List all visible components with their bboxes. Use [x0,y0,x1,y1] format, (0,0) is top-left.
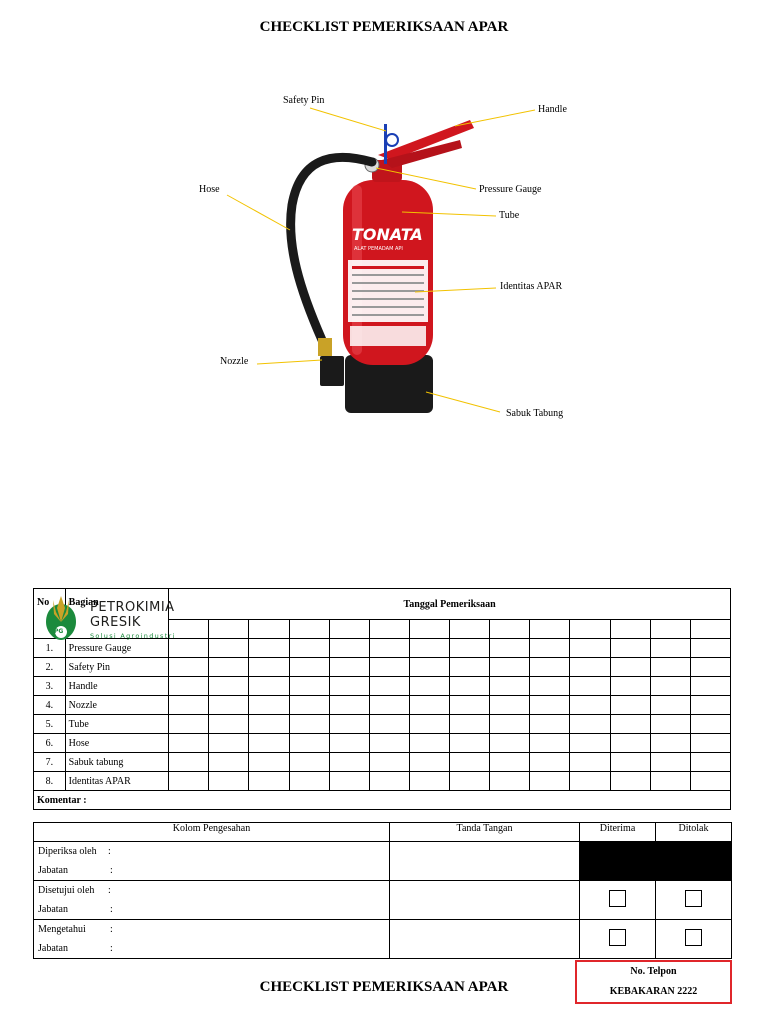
fire-extinguisher-figure [0,80,768,440]
check-cell[interactable] [450,658,490,677]
check-cell[interactable] [570,639,610,658]
check-cell[interactable] [450,715,490,734]
check-cell[interactable] [409,658,449,677]
check-cell[interactable] [490,639,530,658]
check-cell[interactable] [169,772,209,791]
check-cell[interactable] [369,658,409,677]
check-cell[interactable] [530,734,570,753]
check-cell[interactable] [369,772,409,791]
diperiksa-label: Diperiksa oleh [38,846,97,857]
check-cell[interactable] [450,677,490,696]
approval-table [33,822,732,959]
check-cell[interactable] [369,734,409,753]
check-cell[interactable] [209,753,249,772]
komentar-label: Komentar : [34,791,731,810]
check-cell[interactable] [530,772,570,791]
diperiksa-cell: Diperiksa oleh : Jabatan : [34,842,390,881]
check-cell[interactable] [409,734,449,753]
checklist-row [34,734,731,753]
check-cell[interactable] [409,677,449,696]
date-cell[interactable] [650,620,690,639]
callout-tube: Tube [499,210,520,221]
check-cell[interactable] [289,677,329,696]
check-cell[interactable] [249,753,289,772]
hotline-value: KEBAKARAN 2222 [609,986,698,997]
check-cell[interactable] [409,696,449,715]
check-cell[interactable] [450,772,490,791]
checklist-row [34,658,731,677]
row-item: Safety Pin [65,658,168,677]
logo-name-line2: GRESIK [90,615,141,630]
check-cell[interactable] [490,772,530,791]
logo-tagline: Solusi Agroindustri [90,632,176,640]
callout-pressure-gauge: Pressure Gauge [479,184,542,195]
logo-name [90,600,175,630]
check-cell[interactable] [289,734,329,753]
signature-cell[interactable] [390,881,580,920]
checklist-row [34,772,731,791]
check-cell[interactable] [650,734,690,753]
check-cell[interactable] [169,677,209,696]
col-diterima-header: Diterima [580,823,656,842]
check-cell[interactable] [690,772,730,791]
check-cell[interactable] [209,715,249,734]
date-cell[interactable] [369,620,409,639]
check-cell[interactable] [490,753,530,772]
check-cell[interactable] [530,715,570,734]
check-cell[interactable] [450,753,490,772]
check-cell[interactable] [209,677,249,696]
check-cell[interactable] [289,658,329,677]
check-cell[interactable] [249,658,289,677]
date-cell[interactable] [610,620,650,639]
check-cell[interactable] [209,734,249,753]
ditolak-cell-blank [656,842,732,881]
row-item: Handle [65,677,168,696]
row-number: 8. [34,772,66,791]
check-cell[interactable] [369,753,409,772]
signature-cell[interactable] [390,842,580,881]
checklist-row [34,715,731,734]
check-cell[interactable] [650,753,690,772]
check-cell[interactable] [610,696,650,715]
row-item: Hose [65,734,168,753]
nozzle-shape [318,338,332,356]
check-cell[interactable] [690,639,730,658]
check-cell[interactable] [409,715,449,734]
date-cell[interactable] [690,620,730,639]
check-cell[interactable] [409,753,449,772]
callout-safety-pin: Safety Pin [283,95,325,106]
logo-name-line1: PETROKIMIA [90,600,175,615]
callout-identitas-apar: Identitas APAR [500,281,563,292]
check-cell[interactable] [570,734,610,753]
check-cell[interactable] [369,677,409,696]
check-cell[interactable] [610,734,650,753]
check-cell[interactable] [610,753,650,772]
check-cell[interactable] [409,772,449,791]
date-cell[interactable] [530,620,570,639]
petrokimia-emblem-icon [36,592,86,644]
check-cell[interactable] [329,753,369,772]
check-cell[interactable] [209,772,249,791]
check-cell[interactable] [570,696,610,715]
check-cell[interactable] [329,772,369,791]
col-tanda-tangan-header: Tanda Tangan [390,823,580,842]
row-number: 4. [34,696,66,715]
check-cell[interactable] [169,715,209,734]
date-cell[interactable] [450,620,490,639]
date-cell[interactable] [490,620,530,639]
row-number: 2. [34,658,66,677]
col-tanggal-header: Tanggal Pemeriksaan [169,589,731,620]
check-cell[interactable] [289,772,329,791]
check-cell[interactable] [490,677,530,696]
row-number: 3. [34,677,66,696]
company-logo [36,592,186,644]
emblem-text: PG [54,628,64,635]
row-item: Nozzle [65,696,168,715]
disetujui-label: Disetujui oleh [38,885,95,896]
callout-hose: Hose [199,184,220,195]
check-cell[interactable] [650,696,690,715]
check-cell[interactable] [329,734,369,753]
check-cell[interactable] [490,658,530,677]
mengetahui-cell: Mengetahui : Jabatan : [34,920,390,959]
check-cell[interactable] [610,658,650,677]
check-cell[interactable] [570,658,610,677]
checklist-row [34,677,731,696]
col-ditolak-header: Ditolak [656,823,732,842]
col-bagian-header: Bagian [65,589,168,639]
check-cell[interactable] [329,715,369,734]
row-item: Sabuk tabung [65,753,168,772]
check-cell[interactable] [249,639,289,658]
check-cell[interactable] [209,658,249,677]
check-cell[interactable] [369,639,409,658]
col-no-header: No [34,589,66,639]
row-item: Pressure Gauge [65,639,168,658]
check-cell[interactable] [610,639,650,658]
check-cell[interactable] [690,696,730,715]
check-cell[interactable] [329,658,369,677]
check-cell[interactable] [249,772,289,791]
check-cell[interactable] [610,715,650,734]
date-cell[interactable] [209,620,249,639]
diterima-checkbox[interactable] [609,890,626,907]
check-cell[interactable] [530,639,570,658]
check-cell[interactable] [530,677,570,696]
check-cell[interactable] [690,658,730,677]
check-cell[interactable] [329,696,369,715]
brand-sub-text: ALAT PEMADAM API [354,246,403,252]
page-title-bottom: CHECKLIST PEMERIKSAAN APAR [259,979,509,995]
hotline-label: No. Telpon [630,966,677,977]
check-cell[interactable] [249,677,289,696]
callout-nozzle: Nozzle [220,356,249,367]
check-cell[interactable] [249,734,289,753]
jabatan-label: Jabatan [38,904,68,915]
check-cell[interactable] [650,715,690,734]
row-item: Tube [65,715,168,734]
signature-cell[interactable] [390,920,580,959]
callout-handle: Handle [538,104,567,115]
check-cell[interactable] [570,772,610,791]
check-cell[interactable] [610,772,650,791]
hotline-box [575,960,732,1004]
check-cell[interactable] [329,677,369,696]
check-cell[interactable] [450,696,490,715]
check-cell[interactable] [650,677,690,696]
check-cell[interactable] [169,696,209,715]
check-cell[interactable] [570,677,610,696]
col-pengesahan-header: Kolom Pengesahan [34,823,390,842]
check-cell[interactable] [169,734,209,753]
ditolak-checkbox[interactable] [685,890,702,907]
diterima-cell-blank [580,842,656,881]
check-cell[interactable] [369,715,409,734]
check-cell[interactable] [450,734,490,753]
row-item: Identitas APAR [65,772,168,791]
check-cell[interactable] [610,677,650,696]
check-cell[interactable] [690,753,730,772]
check-cell[interactable] [650,658,690,677]
row-number: 5. [34,715,66,734]
check-cell[interactable] [289,639,329,658]
check-cell[interactable] [450,639,490,658]
check-cell[interactable] [329,639,369,658]
check-cell[interactable] [490,696,530,715]
check-cell[interactable] [490,734,530,753]
check-cell[interactable] [249,715,289,734]
check-cell[interactable] [530,658,570,677]
checklist-row [34,696,731,715]
fire-extinguisher-illustration [0,80,768,440]
check-cell[interactable] [169,753,209,772]
check-cell[interactable] [369,696,409,715]
ditolak-checkbox[interactable] [685,929,702,946]
date-cell[interactable] [249,620,289,639]
check-cell[interactable] [650,772,690,791]
check-cell[interactable] [530,696,570,715]
check-cell[interactable] [249,696,289,715]
jabatan-label: Jabatan [38,865,68,876]
check-cell[interactable] [570,715,610,734]
diterima-checkbox[interactable] [609,929,626,946]
row-number: 1. [34,639,66,658]
check-cell[interactable] [409,639,449,658]
check-cell[interactable] [289,715,329,734]
check-cell[interactable] [690,734,730,753]
callout-sabuk-tabung: Sabuk Tabung [506,408,564,419]
check-cell[interactable] [209,639,249,658]
disetujui-cell: Disetujui oleh : Jabatan : [34,881,390,920]
date-cell[interactable] [329,620,369,639]
check-cell[interactable] [570,753,610,772]
check-cell[interactable] [490,715,530,734]
check-cell[interactable] [289,696,329,715]
jabatan-label: Jabatan [38,943,68,954]
date-cell[interactable] [570,620,610,639]
check-cell[interactable] [289,753,329,772]
row-number: 7. [34,753,66,772]
brand-text: TONATA [352,225,423,244]
row-number: 6. [34,734,66,753]
date-cell[interactable] [289,620,329,639]
check-cell[interactable] [690,715,730,734]
check-cell[interactable] [690,677,730,696]
checklist-row [34,753,731,772]
check-cell[interactable] [650,639,690,658]
page-title: CHECKLIST PEMERIKSAAN APAR [259,19,509,35]
date-cell[interactable] [409,620,449,639]
check-cell[interactable] [169,658,209,677]
check-cell[interactable] [530,753,570,772]
check-cell[interactable] [209,696,249,715]
mengetahui-label: Mengetahui [38,924,86,935]
